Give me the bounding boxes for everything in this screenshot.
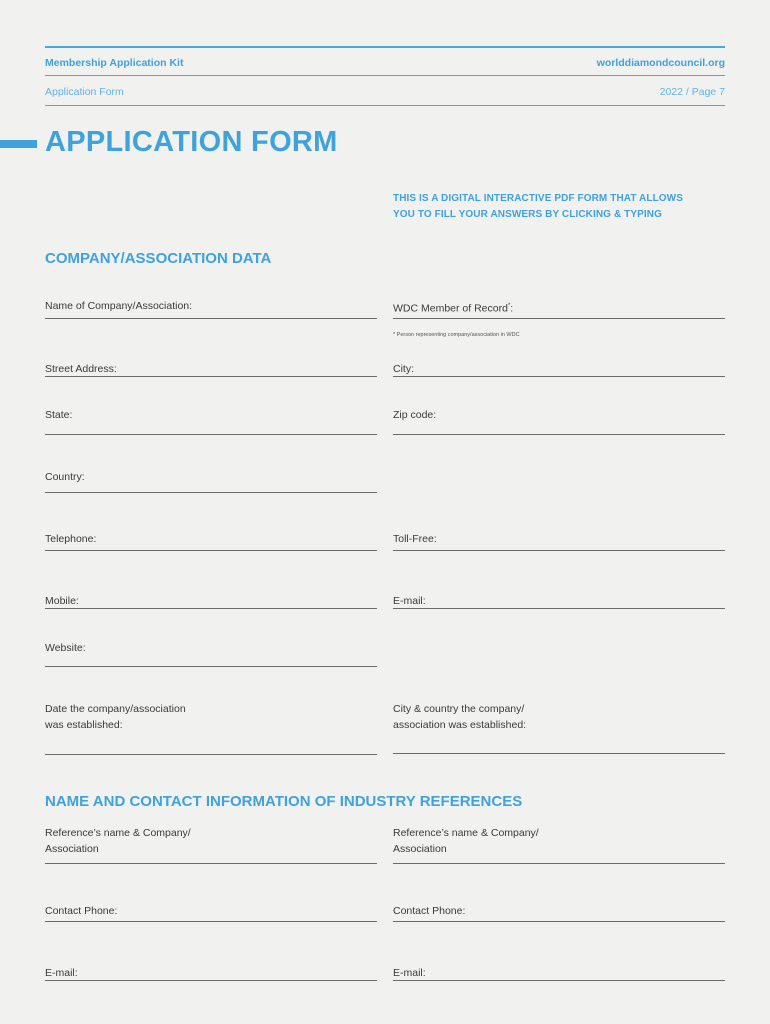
header-top-rule [45,46,725,48]
ref2-email-field[interactable] [393,966,725,982]
website-underline [45,666,377,667]
kit-title: Membership Application Kit [45,57,184,69]
city-field[interactable] [393,362,725,378]
ref1-phone-underline [45,921,377,922]
member-record-underline [393,318,725,319]
mobile-label: Mobile: [45,595,79,607]
ref2-name-field[interactable] [393,826,725,857]
ref2-name-label: Reference’s name & Company/ Association [393,827,539,855]
ref2-email-underline [393,980,725,981]
references-section-heading: NAME AND CONTACT INFORMATION OF INDUSTRY REFERENCES [45,793,523,810]
state-label: State: [45,409,73,421]
tollfree-label: Toll-Free: [393,533,437,545]
ref2-email-label: E-mail: [393,967,426,979]
ref1-email-label: E-mail: [45,967,78,979]
page-number: 2022 / Page 7 [659,86,725,98]
interactive-notice [393,191,683,222]
mobile-underline [45,608,377,609]
city-established-label: City & country the company/ association was established: [393,703,527,731]
country-label: Country: [45,471,85,483]
company-name-label: Name of Company/Association: [45,300,193,312]
date-established-field[interactable] [45,702,377,733]
ref1-name-underline [45,863,377,864]
telephone-underline [45,550,377,551]
zip-label: Zip code: [393,409,437,421]
street-label: Street Address: [45,363,117,375]
notice-line-1: THIS IS A DIGITAL INTERACTIVE PDF FORM THAT ALLOWS [393,193,683,204]
city-label: City: [393,363,414,375]
form-subtitle: Application Form [45,86,124,98]
tollfree-field[interactable] [393,532,725,548]
city-underline [393,376,725,377]
member-record-label: WDC Member of Record*: [393,302,514,315]
page-title: APPLICATION FORM [45,126,338,158]
ref1-phone-label: Contact Phone: [45,905,118,917]
country-underline [45,492,377,493]
ref1-email-field[interactable] [45,966,377,982]
street-underline [45,376,377,377]
header-mid-rule [45,75,725,76]
ref2-phone-label: Contact Phone: [393,905,466,917]
telephone-field[interactable] [45,532,377,548]
website-field[interactable] [45,641,377,657]
title-accent-bar [0,140,37,148]
date-established-label: Date the company/association was established: [45,703,186,731]
notice-line-2: YOU TO FILL YOUR ANSWERS BY CLICKING & TYPING [393,208,662,220]
email-label: E-mail: [393,595,426,607]
ref1-name-field[interactable] [45,826,377,857]
tollfree-underline [393,550,725,551]
website-link[interactable]: worlddiamondcouncil.org [596,57,725,69]
country-field[interactable] [45,470,377,486]
mobile-field[interactable] [45,594,377,610]
street-field[interactable] [45,362,377,378]
email-field[interactable] [393,594,725,610]
member-record-field[interactable] [393,299,725,317]
ref1-name-label: Reference’s name & Company/ Association [45,827,191,855]
zip-field[interactable] [393,408,725,424]
state-field[interactable] [45,408,377,424]
header-bottom-rule [45,105,725,106]
telephone-label: Telephone: [45,533,97,545]
website-label: Website: [45,642,86,654]
ref2-phone-underline [393,921,725,922]
date-established-underline [45,754,377,755]
state-underline [45,434,377,435]
zip-underline [393,434,725,435]
ref2-name-underline [393,863,725,864]
ref1-phone-field[interactable] [45,904,377,920]
company-name-underline [45,318,377,319]
ref2-phone-field[interactable] [393,904,725,920]
company-section-heading: COMPANY/ASSOCIATION DATA [45,250,272,267]
email-underline [393,608,725,609]
ref1-email-underline [45,980,377,981]
city-established-underline [393,753,725,754]
member-record-note: * Person representing company/association in WDC [393,332,520,338]
city-established-field[interactable] [393,702,725,733]
company-name-field[interactable] [45,299,377,315]
